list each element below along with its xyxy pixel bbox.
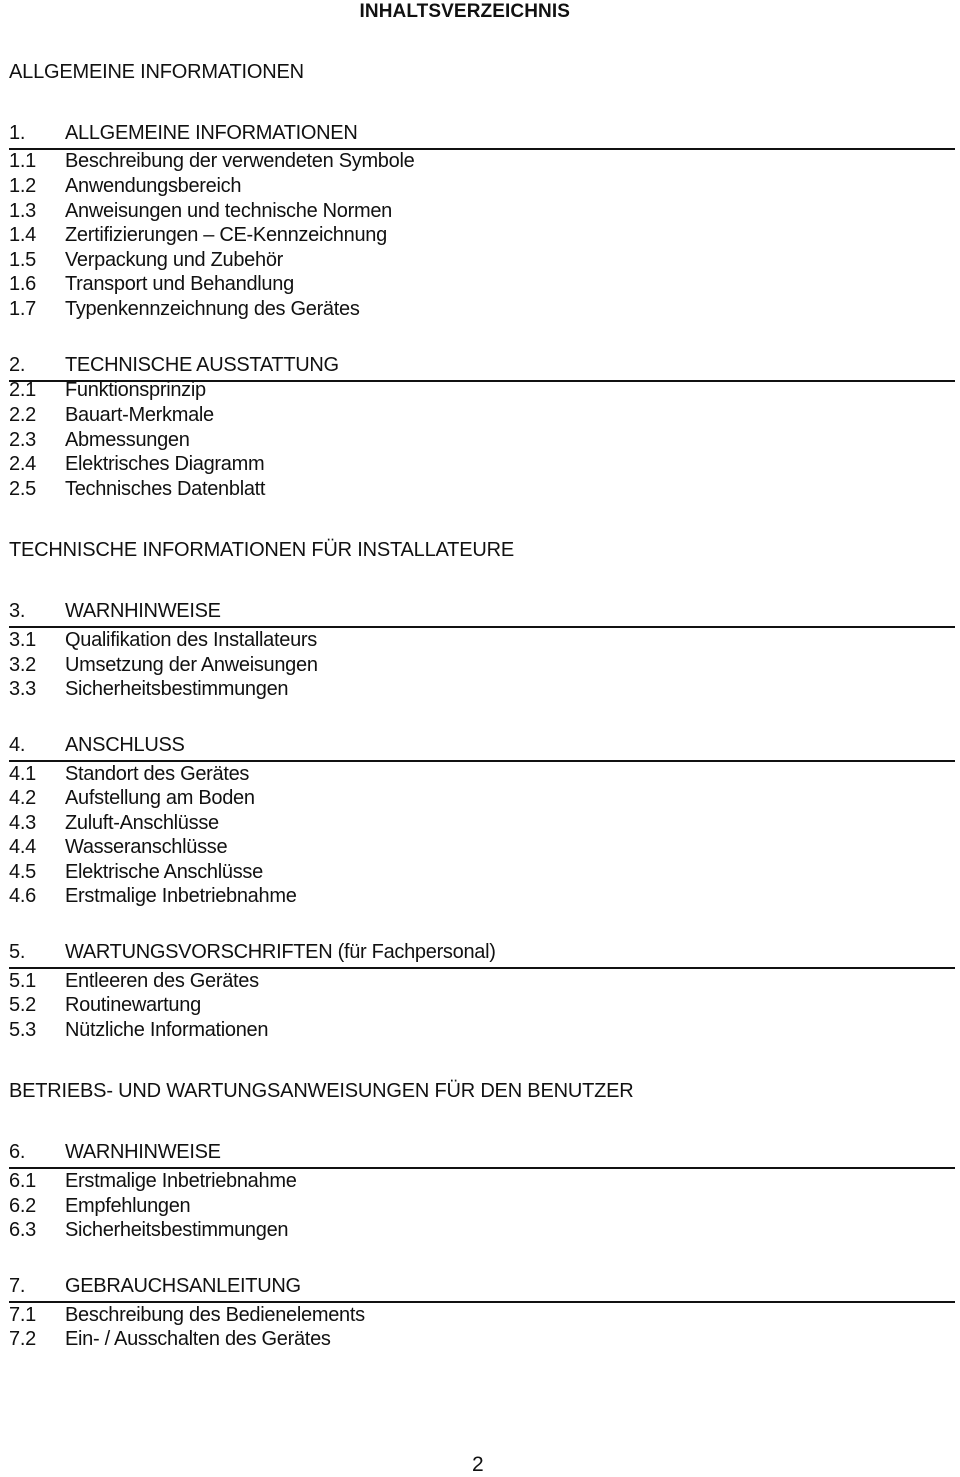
toc-entry-title: Standort des Gerätes	[65, 763, 250, 785]
toc-entry-number: 5.1	[9, 970, 36, 992]
toc-entry-2-4[interactable]	[9, 453, 909, 478]
toc-entry-title: Elektrisches Diagramm	[65, 453, 265, 475]
toc-entry-title: Umsetzung der Anweisungen	[65, 654, 318, 676]
toc-entry-4-4[interactable]	[9, 836, 909, 861]
toc-entry-1-3[interactable]	[9, 200, 909, 225]
toc-entry-title: Nützliche Informationen	[65, 1019, 269, 1041]
toc-entry-number: 3.2	[9, 654, 36, 676]
toc-entry-title: Erstmalige Inbetriebnahme	[65, 885, 297, 907]
toc-entry-number: 1.5	[9, 249, 36, 271]
toc-entry-number: 1.4	[9, 224, 36, 246]
toc-entry-title: Empfehlungen	[65, 1195, 191, 1217]
toc-entry-title: Wasseranschlüsse	[65, 836, 228, 858]
toc-entry-5-1[interactable]	[9, 970, 909, 995]
toc-entry-number: 2.4	[9, 453, 36, 475]
toc-entry-7-1[interactable]	[9, 1304, 909, 1329]
chapter-number: 7.	[9, 1275, 26, 1297]
toc-entry-number: 2.5	[9, 478, 36, 500]
page-title: INHALTSVERZEICHNIS	[359, 1, 570, 22]
toc-entry-title: Sicherheitsbestimmungen	[65, 1219, 289, 1241]
chapter-heading-2[interactable]	[9, 354, 955, 382]
toc-entry-title: Technisches Datenblatt	[65, 478, 266, 500]
toc-entry-title: Transport und Behandlung	[65, 273, 294, 295]
toc-entry-number: 6.2	[9, 1195, 36, 1217]
toc-entry-5-2[interactable]	[9, 994, 909, 1019]
toc-entry-number: 1.1	[9, 150, 36, 172]
toc-entry-number: 6.1	[9, 1170, 36, 1192]
toc-entry-title: Erstmalige Inbetriebnahme	[65, 1170, 297, 1192]
chapter-title: GEBRAUCHSANLEITUNG	[65, 1275, 301, 1297]
toc-entry-4-6[interactable]	[9, 885, 909, 910]
chapter-title: WARNHINWEISE	[65, 600, 221, 622]
toc-entry-4-3[interactable]	[9, 812, 909, 837]
chapter-number: 3.	[9, 600, 26, 622]
toc-entry-number: 1.7	[9, 298, 36, 320]
toc-entry-2-2[interactable]	[9, 404, 909, 429]
toc-entry-title: Qualifikation des Installateurs	[65, 629, 317, 651]
toc-entry-title: Beschreibung der verwendeten Symbole	[65, 150, 415, 172]
toc-entry-number: 2.2	[9, 404, 36, 426]
chapter-heading-6[interactable]	[9, 1141, 955, 1169]
toc-entry-6-2[interactable]	[9, 1195, 909, 1220]
page-number: 2	[472, 1453, 484, 1476]
toc-entry-1-6[interactable]	[9, 273, 909, 298]
toc-entry-number: 1.3	[9, 200, 36, 222]
toc-entry-number: 4.1	[9, 763, 36, 785]
toc-entry-1-2[interactable]	[9, 175, 909, 200]
chapter-number: 6.	[9, 1141, 26, 1163]
toc-entry-title: Elektrische Anschlüsse	[65, 861, 263, 883]
chapter-heading-4[interactable]	[9, 734, 955, 762]
toc-entry-number: 3.3	[9, 678, 36, 700]
toc-entry-title: Funktionsprinzip	[65, 379, 206, 401]
chapter-title: TECHNISCHE AUSSTATTUNG	[65, 354, 339, 376]
toc-entry-1-4[interactable]	[9, 224, 909, 249]
toc-entry-4-1[interactable]	[9, 763, 909, 788]
chapter-title: WARTUNGSVORSCHRIFTEN (für Fachpersonal)	[65, 941, 496, 963]
chapter-heading-1[interactable]	[9, 122, 955, 150]
chapter-number: 5.	[9, 941, 26, 963]
chapter-heading-5[interactable]	[9, 941, 955, 969]
chapter-title: WARNHINWEISE	[65, 1141, 221, 1163]
toc-entry-7-2[interactable]	[9, 1328, 909, 1353]
toc-entry-title: Zuluft-Anschlüsse	[65, 812, 219, 834]
toc-entry-title: Anweisungen und technische Normen	[65, 200, 392, 222]
toc-entry-title: Aufstellung am Boden	[65, 787, 255, 809]
toc-entry-6-1[interactable]	[9, 1170, 909, 1195]
toc-entry-number: 4.2	[9, 787, 36, 809]
toc-entry-number: 7.1	[9, 1304, 36, 1326]
chapter-number: 4.	[9, 734, 26, 756]
toc-entry-3-3[interactable]	[9, 678, 909, 703]
part-heading-general: ALLGEMEINE INFORMATIONEN	[9, 61, 304, 83]
toc-entry-1-7[interactable]	[9, 298, 909, 323]
toc-entry-number: 3.1	[9, 629, 36, 651]
toc-entry-title: Entleeren des Gerätes	[65, 970, 259, 992]
toc-entry-title: Zertifizierungen – CE-Kennzeichnung	[65, 224, 387, 246]
toc-entry-number: 7.2	[9, 1328, 36, 1350]
toc-entry-6-3[interactable]	[9, 1219, 909, 1244]
toc-entry-title: Bauart-Merkmale	[65, 404, 214, 426]
chapter-number: 2.	[9, 354, 26, 376]
chapter-heading-3[interactable]	[9, 600, 955, 628]
toc-entry-2-3[interactable]	[9, 429, 909, 454]
toc-entry-1-5[interactable]	[9, 249, 909, 274]
toc-entry-number: 5.3	[9, 1019, 36, 1041]
toc-entry-4-2[interactable]	[9, 787, 909, 812]
toc-entry-number: 5.2	[9, 994, 36, 1016]
toc-entry-title: Beschreibung des Bedienelements	[65, 1304, 365, 1326]
toc-entry-2-5[interactable]	[9, 478, 909, 503]
toc-entry-number: 6.3	[9, 1219, 36, 1241]
toc-entry-title: Typenkennzeichnung des Gerätes	[65, 298, 360, 320]
toc-entry-4-5[interactable]	[9, 861, 909, 886]
toc-entry-title: Sicherheitsbestimmungen	[65, 678, 289, 700]
toc-entry-2-1[interactable]	[9, 379, 909, 404]
toc-entry-3-1[interactable]	[9, 629, 909, 654]
toc-entry-1-1[interactable]	[9, 150, 909, 175]
toc-entry-5-3[interactable]	[9, 1019, 909, 1044]
toc-entry-number: 4.4	[9, 836, 36, 858]
chapter-title: ANSCHLUSS	[65, 734, 185, 756]
toc-entry-title: Anwendungsbereich	[65, 175, 242, 197]
toc-entry-number: 4.5	[9, 861, 36, 883]
part-heading-users: BETRIEBS- UND WARTUNGSANWEISUNGEN FÜR DEN BENUTZER	[9, 1080, 634, 1102]
toc-entry-number: 4.6	[9, 885, 36, 907]
toc-entry-number: 1.6	[9, 273, 36, 295]
toc-entry-number: 1.2	[9, 175, 36, 197]
toc-entry-title: Ein- / Ausschalten des Gerätes	[65, 1328, 331, 1350]
chapter-title: ALLGEMEINE INFORMATIONEN	[65, 122, 358, 144]
toc-entry-title: Abmessungen	[65, 429, 190, 451]
toc-entry-title: Verpackung und Zubehör	[65, 249, 284, 271]
toc-entry-number: 2.3	[9, 429, 36, 451]
toc-entry-title: Routinewartung	[65, 994, 201, 1016]
part-heading-installers: TECHNISCHE INFORMATIONEN FÜR INSTALLATEURE	[9, 539, 514, 561]
toc-entry-number: 4.3	[9, 812, 36, 834]
chapter-number: 1.	[9, 122, 26, 144]
chapter-heading-7[interactable]	[9, 1275, 955, 1303]
toc-entry-number: 2.1	[9, 379, 36, 401]
toc-entry-3-2[interactable]	[9, 654, 909, 679]
